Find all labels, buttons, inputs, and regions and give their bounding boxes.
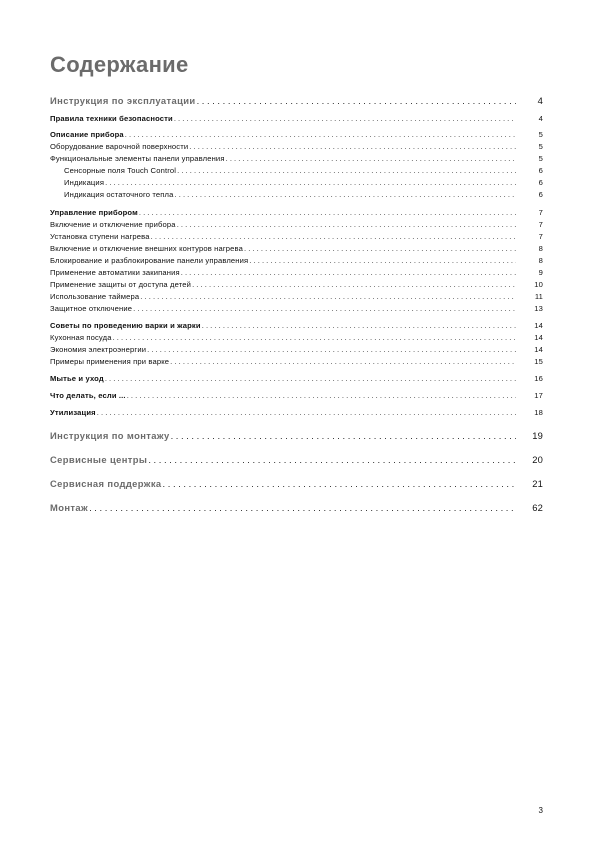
- toc-leader-dots: [151, 231, 516, 243]
- toc-entry-page: 15: [534, 357, 543, 366]
- toc-entry-page: 17: [534, 391, 543, 400]
- toc-leader-dots: [174, 113, 516, 125]
- toc-entry-label: Кухонная посуда: [50, 333, 112, 342]
- toc-entry[interactable]: [50, 255, 543, 267]
- toc-entry-label: Утилизация: [50, 408, 96, 417]
- toc-entry[interactable]: [50, 231, 543, 243]
- toc-leader-dots: [125, 129, 516, 141]
- toc-entry[interactable]: [50, 320, 543, 332]
- toc-entry-page: 4: [537, 95, 543, 106]
- toc-entry-page: 18: [534, 408, 543, 417]
- toc-leader-dots: [177, 219, 516, 231]
- toc-leader-dots: [163, 477, 516, 491]
- toc-leader-dots: [127, 390, 516, 402]
- toc-entry[interactable]: [50, 477, 543, 491]
- toc-entry-page: 9: [538, 268, 543, 277]
- toc-entry-label: Советы по проведению варки и жарки: [50, 321, 201, 330]
- toc-leader-dots: [171, 429, 516, 443]
- toc-leader-dots: [197, 94, 516, 108]
- toc-entry-page: 16: [534, 374, 543, 383]
- toc-entry[interactable]: [50, 279, 543, 291]
- toc-entry[interactable]: [50, 243, 543, 255]
- toc-entry-page: 13: [534, 304, 543, 313]
- toc-entry[interactable]: [50, 177, 543, 189]
- toc-entry-label: Включение и отключение внешних контуров нагрева: [50, 244, 244, 253]
- toc-entry-page: 62: [532, 502, 543, 513]
- toc-entry[interactable]: [50, 501, 543, 515]
- toc-entry-page: 20: [532, 454, 543, 465]
- toc-entry-label: Индикация: [64, 178, 105, 187]
- toc-entry[interactable]: [50, 113, 543, 125]
- toc-entry-label: Управление прибором: [50, 208, 138, 217]
- toc-entry-label: Установка ступени нагрева: [50, 232, 150, 241]
- toc-entry-page: 6: [538, 190, 543, 199]
- toc-entry-label: Мытье и уход: [50, 374, 104, 383]
- toc-leader-dots: [139, 207, 516, 219]
- toc-entry-page: 14: [534, 345, 543, 354]
- toc-entry-page: 7: [538, 208, 543, 217]
- toc-leader-dots: [189, 141, 516, 153]
- toc-leader-dots: [105, 177, 516, 189]
- toc-entry-page: 10: [534, 280, 543, 289]
- toc-entry-label: Инструкция по эксплуатации: [50, 95, 196, 106]
- toc-entry-label: Сенсорные поля Touch Control: [64, 166, 177, 175]
- toc-leader-dots: [177, 165, 516, 177]
- toc-entry[interactable]: [50, 207, 543, 219]
- toc-entry-page: 7: [538, 232, 543, 241]
- toc-entry-page: 5: [538, 154, 543, 163]
- toc-leader-dots: [148, 453, 516, 467]
- toc-entry-label: Индикация остаточного тепла: [64, 190, 174, 199]
- toc-entry[interactable]: [50, 303, 543, 315]
- toc-entry-page: 8: [538, 244, 543, 253]
- toc-entry-label: Экономия электроэнергии: [50, 345, 147, 354]
- toc-leader-dots: [170, 356, 516, 368]
- toc-entry[interactable]: [50, 356, 543, 368]
- toc-entry[interactable]: [50, 267, 543, 279]
- toc-leader-dots: [226, 153, 516, 165]
- toc-leader-dots: [105, 373, 516, 385]
- toc-entry-label: Применение защиты от доступа детей: [50, 280, 192, 289]
- toc-entry-page: 11: [534, 292, 543, 301]
- toc-entry-page: 21: [532, 478, 543, 489]
- toc-leader-dots: [192, 279, 516, 291]
- toc-entry-page: 5: [538, 130, 543, 139]
- toc-leader-dots: [113, 332, 516, 344]
- toc-entry-label: Использование таймера: [50, 292, 140, 301]
- toc-entry-label: Монтаж: [50, 502, 89, 513]
- toc-entry[interactable]: [50, 429, 543, 443]
- toc-entry-page: 19: [532, 430, 543, 441]
- toc-entry[interactable]: [50, 129, 543, 141]
- toc-entry[interactable]: [50, 453, 543, 467]
- toc-entry-label: Примеры применения при варке: [50, 357, 170, 366]
- toc-entry-label: Функциональные элементы панели управления: [50, 154, 225, 163]
- toc-entry-label: Блокирование и разблокирование панели управления: [50, 256, 249, 265]
- toc-leader-dots: [133, 303, 516, 315]
- toc-entry[interactable]: [50, 291, 543, 303]
- toc-entry-page: 6: [538, 166, 543, 175]
- toc-leader-dots: [249, 255, 516, 267]
- toc-leader-dots: [147, 344, 516, 356]
- toc-entry[interactable]: [50, 332, 543, 344]
- toc-entry-page: 4: [538, 114, 543, 123]
- page-number: 3: [538, 806, 543, 815]
- toc-leader-dots: [89, 501, 516, 515]
- toc-entry[interactable]: [50, 373, 543, 385]
- toc-leader-dots: [181, 267, 516, 279]
- toc-entry-label: Оборудование варочной поверхности: [50, 142, 189, 151]
- toc-entry[interactable]: [50, 153, 543, 165]
- toc-leader-dots: [140, 291, 516, 303]
- toc-entry[interactable]: [50, 165, 543, 177]
- toc-entry[interactable]: [50, 141, 543, 153]
- toc-entry-page: 8: [538, 256, 543, 265]
- toc-leader-dots: [97, 407, 516, 419]
- toc-leader-dots: [175, 189, 516, 201]
- toc-entry-label: Описание прибора: [50, 130, 124, 139]
- page-title: Содержание: [50, 52, 189, 77]
- toc-entry[interactable]: [50, 94, 543, 108]
- toc-entry[interactable]: [50, 407, 543, 419]
- toc-entry-page: 14: [534, 321, 543, 330]
- toc-entry-label: Сервисная поддержка: [50, 478, 162, 489]
- toc-entry-label: Сервисные центры: [50, 454, 148, 465]
- toc-entry-page: 5: [538, 142, 543, 151]
- toc-entry[interactable]: [50, 189, 543, 201]
- toc-entry-page: 14: [534, 333, 543, 342]
- toc-entry-label: Что делать, если ...: [50, 391, 126, 400]
- toc-entry-label: Применение автоматики закипания: [50, 268, 180, 277]
- toc-entry-label: Инструкция по монтажу: [50, 430, 170, 441]
- toc-entry[interactable]: [50, 390, 543, 402]
- toc-entry-page: 6: [538, 178, 543, 187]
- toc-entry-label: Правила техники безопасности: [50, 114, 173, 123]
- toc-entry-label: Защитное отключение: [50, 304, 133, 313]
- toc-entry[interactable]: [50, 219, 543, 231]
- toc-entry[interactable]: [50, 344, 543, 356]
- toc-entry-page: 7: [538, 220, 543, 229]
- toc-entry-label: Включение и отключение прибора: [50, 220, 176, 229]
- toc-leader-dots: [244, 243, 516, 255]
- toc-leader-dots: [202, 320, 516, 332]
